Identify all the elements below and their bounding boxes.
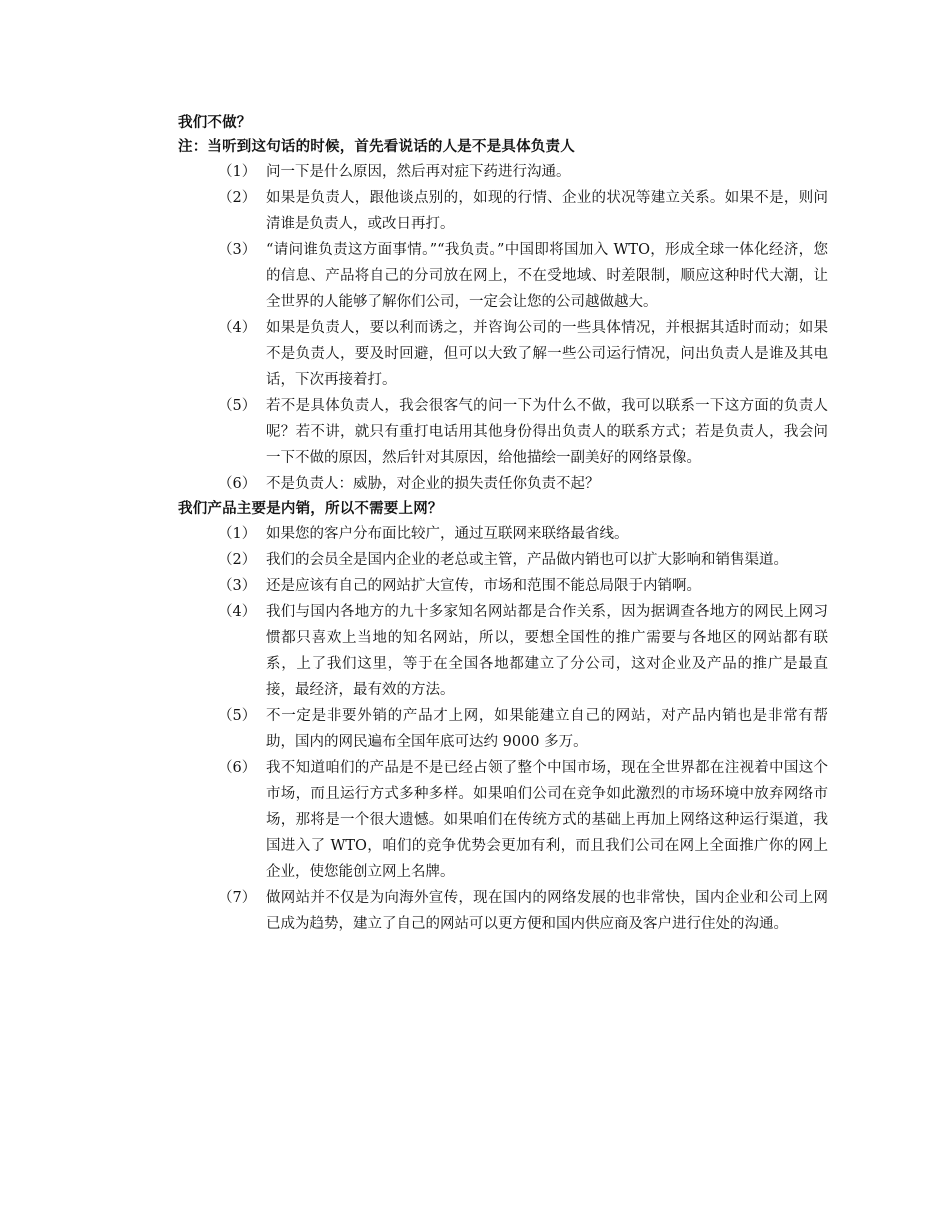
list-item [178, 599, 828, 703]
item-number: （4） [218, 320, 257, 336]
item-text: 做网站并不仅是为向海外宣传，现在国内的网络发展的也非常快，国内企业和公司上网已成为趋势，建立了自己的网站可以更方便和国内供应商及客户进行住处的沟通。 [266, 890, 828, 932]
list-item [178, 547, 828, 573]
item-text: 不一定是非要外销的产品才上网，如果能建立自己的网站，对产品内销也是非常有帮助，国内的网民遍布全国年底可达约 9000 多万。 [266, 708, 828, 750]
item-number: （7） [218, 890, 257, 906]
item-number: （3） [218, 242, 257, 258]
list-item [178, 393, 828, 471]
list-item [178, 703, 828, 755]
section-heading: 我们产品主要是内销，所以不需要上网？ [178, 501, 443, 517]
item-number: （3） [218, 578, 257, 594]
item-number: （1） [218, 164, 257, 180]
item-text: 如果您的客户分布面比较广，通过互联网来联络最省线。 [266, 526, 629, 542]
list-item [178, 315, 828, 393]
item-text: 我们的会员全是国内企业的老总或主管，产品做内销也可以扩大影响和销售渠道。 [266, 552, 788, 568]
list-item [178, 159, 828, 185]
section-heading: 我们不做？ [178, 115, 252, 131]
item-text: 不是负责人：威胁，对企业的损失责任你负责不起？ [266, 476, 600, 492]
item-text: 我不知道咱们的产品是不是已经占领了整个中国市场，现在全世界都在注视着中国这个市场，而且运行方式多种多样。如果咱们公司在竞争如此激烈的市场环境中放弃网络市场，那将是一个很大遗憾。如果咱们在传统方式的基础上再加上网络这种运行渠道，我国进入了 WTO，咱们的竞争优势会更加有利，而且我们公司在网上全面推广你的网上企业，使您能创立网上名牌。 [266, 760, 828, 880]
item-text: 如果是负责人，跟他谈点别的，如现的行情、企业的状况等建立关系。如果不是，则问清谁是负责人，或改日再打。 [266, 190, 828, 232]
list-item [178, 755, 828, 885]
item-number: （5） [218, 398, 257, 414]
item-number: （4） [218, 604, 257, 620]
list-item [178, 573, 828, 599]
item-number: （6） [218, 760, 257, 776]
item-number: （1） [218, 526, 257, 542]
item-text: 我们与国内各地方的九十多家知名网站都是合作关系，因为据调查各地方的网民上网习惯都只喜欢上当地的知名网站，所以，要想全国性的推广需要与各地区的网站都有联系，上了我们这里，等于在全国各地都建立了分公司，这对企业及产品的推广是最直接，最经济，最有效的方法。 [266, 604, 828, 698]
item-text: 还是应该有自己的网站扩大宣传，市场和范围不能总局限于内销啊。 [266, 578, 701, 594]
document-body [178, 111, 828, 937]
list-item [178, 521, 828, 547]
list-item [178, 471, 828, 497]
item-text: “请问谁负责这方面事情。”“我负责。”中国即将国加入 WTO，形成全球一体化经济，您的信息、产品将自己的分司放在网上，不在受地域、时差限制，顺应这种时代大潮，让全世界的人能够了解你们公司，一定会让您的公司越做越大。 [266, 242, 828, 310]
item-number: （6） [218, 476, 257, 492]
list-item [178, 885, 828, 937]
item-number: （5） [218, 708, 257, 724]
item-text: 问一下是什么原因，然后再对症下药进行沟通。 [266, 164, 571, 180]
item-text: 若不是具体负责人，我会很客气的问一下为什么不做，我可以联系一下这方面的负责人呢？若不讲，就只有重打电话用其他身份得出负责人的联系方式；若是负责人，我会问一下不做的原因，然后针对其原因，给他描绘一副美好的网络景像。 [266, 398, 828, 466]
list-item [178, 237, 828, 315]
item-number: （2） [218, 552, 257, 568]
list-item [178, 185, 828, 237]
section-note: 注：当听到这句话的时候，首先看说话的人是不是具体负责人 [178, 139, 575, 155]
item-number: （2） [218, 190, 257, 206]
item-text: 如果是负责人，要以利而诱之，并咨询公司的一些具体情况，并根据其适时而动；如果不是负责人，要及时回避，但可以大致了解一些公司运行情况，问出负责人是谁及其电话，下次再接着打。 [266, 320, 828, 388]
